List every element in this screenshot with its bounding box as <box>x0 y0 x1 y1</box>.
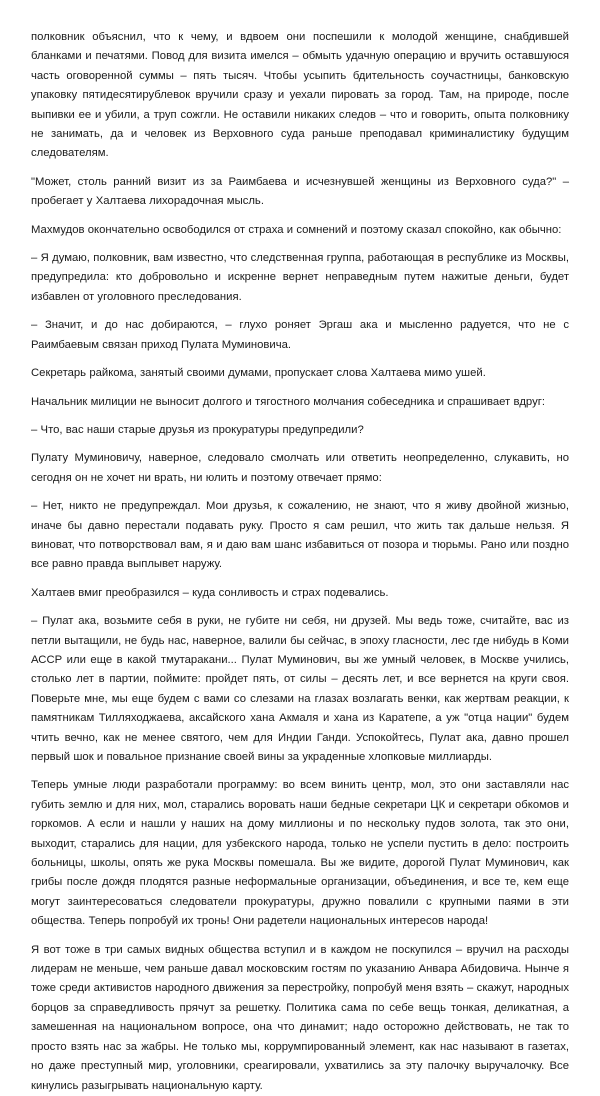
paragraph: Халтаев вмиг преобразился – куда сонливость и страх подевались. <box>31 586 389 599</box>
paragraph: Секретарь райкома, занятый своими думами, пропускает слова Халтаева мимо ушей. <box>31 367 486 380</box>
document-text-body <box>31 28 569 1096</box>
paragraph: Начальник милиции не выносит долгого и тягостного молчания собеседника и спрашивает вдруг: <box>31 395 545 408</box>
paragraph: полковник объяснил, что к чему, и вдвоем они поспешили к молодой женщине, снабдившей бланками и печатями. Повод для визита имелся – обмыть удачную операцию и вручить оставшуюся часть оговоренной суммы – пять тысяч. Чтобы усыпить бдительность соучастницы, банковскую упаковку пятидесятирублевок вручили сразу и уехали пировать за город. Там, на природе, после выпивки ее и убили, а труп сожгли. Не оставили никаких следов – что и говорить, опыта полковнику не занимать, да и человек из Верховного суда раньше преподавал криминалистику будущим следователям. <box>31 31 569 160</box>
paragraph: "Может, столь ранний визит из за Раимбаева и исчезнувшей женщины из Верховного суда?" – пробегает у Халтаева лихорадочная мысль. <box>31 175 569 208</box>
paragraph: Махмудов окончательно освободился от страха и сомнений и поэтому сказал спокойно, как обычно: <box>31 223 562 236</box>
paragraph: Пулату Муминовичу, наверное, следовало смолчать или ответить неопределенно, слукавить, но сегодня он не хочет ни врать, ни юлить и поэтому отвечает прямо: <box>31 452 569 484</box>
paragraph: – Нет, никто не предупреждал. Мои друзья, к сожалению, не знают, что я живу двойной жизнью, иначе бы давно перестали подавать руку. Просто я сам решил, что жить так дальше нельзя. Я виноват, что потворствовал вам, я и даю вам шанс избавиться от позора и тюрьмы. Рано или поздно все равно правда выплывет наружу. <box>31 500 569 571</box>
paragraph: – Я думаю, полковник, вам известно, что следственная группа, работающая в республике из Москвы, предупредила: кто добровольно и искренне вернет неправедным путем нажитые деньги, будет избавлен от уголовного преследования. <box>31 252 569 303</box>
paragraph: – Значит, и до нас добираются, – глухо роняет Эргаш ака и мысленно радуется, что не с Раимбаевым связан приход Пулата Муминовича. <box>31 319 569 351</box>
paragraph: – Пулат ака, возьмите себя в руки, не губите ни себя, ни друзей. Мы ведь тоже, считайте, вас из петли вытащили, не будь нас, наверное, валили бы сейчас, в эпоху гласности, лес где нибудь в Коми АССР или еще в какой тмутаракани... Пулат Муминович, вы же умный человек, в Москве учились, столько лет в партии, поймите: пройдет пять, от силы – десять лет, и все вернется на круги своя. Поверьте мне, мы еще будем с вами со слезами на глазах возлагать венки, как жертвам реакции, к памятникам Тилляходжаева, аксайского хана Акмаля и хана из Каратепе, а уж "отца нации" будем чтить вечно, как не менее святого, чем для Индии Ганди. Успокойтесь, Пулат ака, давно прошел первый шок и повальное признание своей вины за украденные хлопковые миллиарды. <box>31 615 569 763</box>
paragraph: – Что, вас наши старые друзья из прокуратуры предупредили? <box>31 423 364 436</box>
paragraph: Я вот тоже в три самых видных общества вступил и в каждом не поскупился – вручил на расходы лидерам не меньше, чем раньше давал московским гостям по указанию Анвара Абидовича. Нынче я тоже среди активистов народного движения за перестройку, попробуй меня взять – скажут, народных борцов за справедливость прячут за решетку. Политика сама по себе вещь тонкая, деликатная, а замешенная на национальном вопросе, она что динамит; надо осторожно действовать, не так то просто взять нас за жабры. Не только мы, коррумпированный элемент, как нас называют в газетах, но даже преступный мир, уголовники, среагировали, ухватились за эту палочку выручалочку. Все кинулись разыгрывать национальную карту. <box>31 943 569 1092</box>
paragraph: Теперь умные люди разработали программу: во всем винить центр, мол, это они заставляли нас губить землю и для них, мол, старались воровать наши бедные секретари ЦК и секретари обкомов и горкомов. А если и нашли у наших на дому миллионы и по нескольку пудов золота, так это они, выходит, старались для нации, для узбекского народа, только не успели пустить в дело: построить больницы, школы, опять же рука Москвы помешала. Вы же видите, дорогой Пулат Муминович, как грибы после дождя плодятся разные неформальные организации, объединения, и все те, кем еще могут заинтересоваться следователи прокуратуры, дружно повалили с крупными паями в эти общества. Теперь попробуй их тронь! Они радетели национальных интересов народа! <box>31 779 569 928</box>
